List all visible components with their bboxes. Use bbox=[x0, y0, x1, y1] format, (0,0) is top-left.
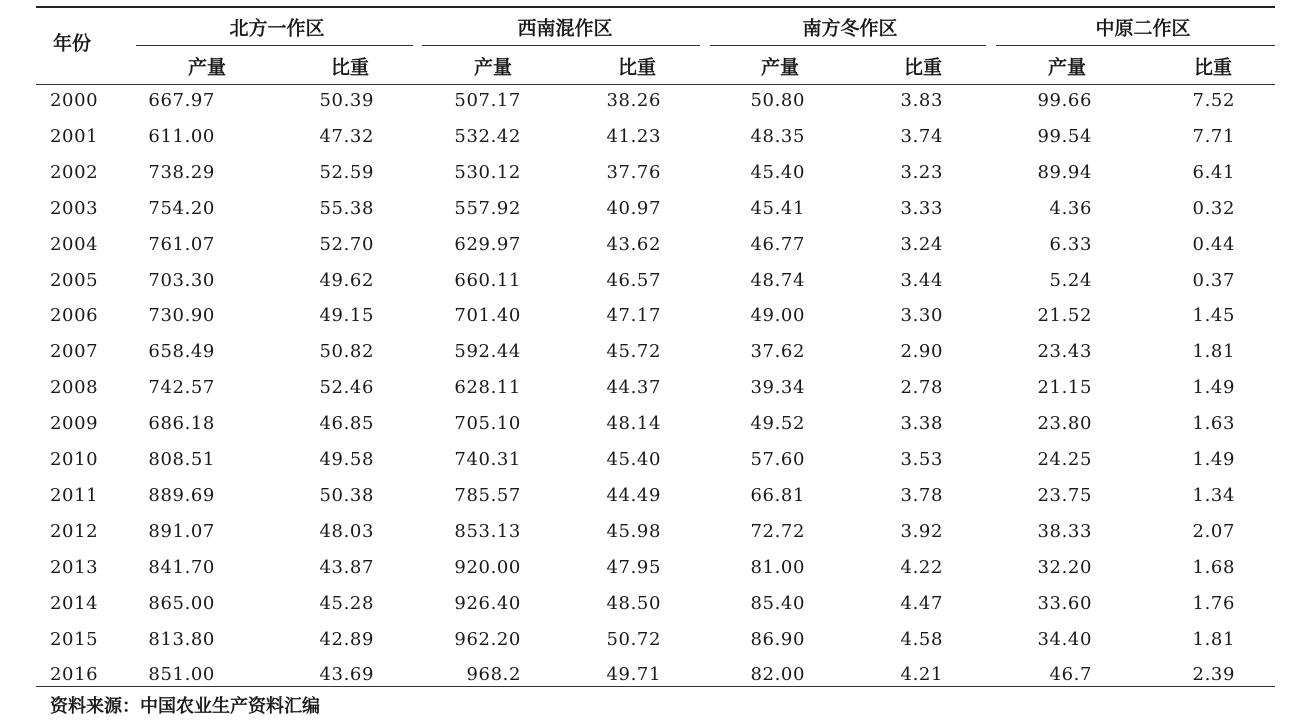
share-cell: 45.72 bbox=[606, 341, 661, 362]
output-cell: 57.60 bbox=[750, 449, 805, 470]
region-underline bbox=[996, 45, 1275, 46]
top-rule bbox=[36, 6, 1275, 8]
output-cell: 34.40 bbox=[1037, 629, 1092, 650]
share-cell: 3.23 bbox=[900, 162, 943, 183]
output-cell: 23.43 bbox=[1037, 341, 1092, 362]
share-cell: 1.68 bbox=[1192, 557, 1235, 578]
share-cell: 50.72 bbox=[606, 629, 661, 650]
share-cell: 37.76 bbox=[606, 162, 661, 183]
year-cell: 2013 bbox=[50, 557, 99, 578]
region-underline bbox=[710, 45, 986, 46]
share-cell: 2.07 bbox=[1192, 521, 1235, 542]
output-cell: 99.66 bbox=[1037, 90, 1092, 111]
year-cell: 2009 bbox=[50, 413, 99, 434]
share-cell: 3.78 bbox=[900, 485, 943, 506]
output-cell: 557.92 bbox=[454, 198, 521, 219]
output-cell: 808.51 bbox=[148, 449, 215, 470]
output-cell: 530.12 bbox=[454, 162, 521, 183]
share-cell: 52.59 bbox=[319, 162, 374, 183]
share-cell: 45.98 bbox=[606, 521, 661, 542]
share-cell: 1.45 bbox=[1192, 305, 1235, 326]
year-cell: 2015 bbox=[50, 629, 99, 650]
output-cell: 37.62 bbox=[750, 341, 805, 362]
share-cell: 3.24 bbox=[900, 234, 943, 255]
output-cell: 33.60 bbox=[1037, 593, 1092, 614]
share-cell: 2.78 bbox=[900, 377, 943, 398]
subheader-share: 比重 bbox=[617, 56, 657, 79]
year-cell: 2011 bbox=[50, 485, 99, 506]
share-cell: 41.23 bbox=[606, 126, 661, 147]
output-cell: 891.07 bbox=[148, 521, 215, 542]
output-cell: 86.90 bbox=[750, 629, 805, 650]
output-cell: 46.7 bbox=[1049, 664, 1092, 685]
output-cell: 920.00 bbox=[454, 557, 521, 578]
share-cell: 2.39 bbox=[1192, 664, 1235, 685]
output-cell: 703.30 bbox=[148, 270, 215, 291]
output-cell: 39.34 bbox=[750, 377, 805, 398]
output-cell: 841.70 bbox=[148, 557, 215, 578]
output-cell: 705.10 bbox=[454, 413, 521, 434]
share-cell: 47.95 bbox=[606, 557, 661, 578]
share-cell: 3.83 bbox=[900, 90, 943, 111]
share-cell: 3.33 bbox=[900, 198, 943, 219]
share-cell: 6.41 bbox=[1192, 162, 1235, 183]
output-cell: 851.00 bbox=[148, 664, 215, 685]
bottom-rule bbox=[36, 686, 1275, 687]
output-cell: 24.25 bbox=[1037, 449, 1092, 470]
subheader-share: 比重 bbox=[1193, 56, 1233, 79]
share-cell: 52.70 bbox=[319, 234, 374, 255]
output-cell: 813.80 bbox=[148, 629, 215, 650]
output-cell: 785.57 bbox=[454, 485, 521, 506]
output-cell: 66.81 bbox=[750, 485, 805, 506]
output-cell: 46.77 bbox=[750, 234, 805, 255]
share-cell: 46.57 bbox=[606, 270, 661, 291]
output-cell: 532.42 bbox=[454, 126, 521, 147]
share-cell: 50.39 bbox=[319, 90, 374, 111]
output-cell: 629.97 bbox=[454, 234, 521, 255]
output-cell: 6.33 bbox=[1049, 234, 1092, 255]
share-cell: 49.62 bbox=[319, 270, 374, 291]
share-cell: 0.44 bbox=[1192, 234, 1235, 255]
output-cell: 45.40 bbox=[750, 162, 805, 183]
output-cell: 85.40 bbox=[750, 593, 805, 614]
output-cell: 968.2 bbox=[466, 664, 521, 685]
year-cell: 2006 bbox=[50, 305, 99, 326]
output-cell: 23.75 bbox=[1037, 485, 1092, 506]
output-cell: 82.00 bbox=[750, 664, 805, 685]
output-cell: 853.13 bbox=[454, 521, 521, 542]
year-cell: 2012 bbox=[50, 521, 99, 542]
output-cell: 962.20 bbox=[454, 629, 521, 650]
output-cell: 926.40 bbox=[454, 593, 521, 614]
share-cell: 44.37 bbox=[606, 377, 661, 398]
share-cell: 7.52 bbox=[1192, 90, 1235, 111]
output-cell: 72.72 bbox=[750, 521, 805, 542]
output-cell: 32.20 bbox=[1037, 557, 1092, 578]
share-cell: 4.58 bbox=[900, 629, 943, 650]
output-cell: 49.00 bbox=[750, 305, 805, 326]
output-cell: 865.00 bbox=[148, 593, 215, 614]
share-cell: 2.90 bbox=[900, 341, 943, 362]
subheader-output: 产量 bbox=[1047, 56, 1087, 79]
output-cell: 667.97 bbox=[148, 90, 215, 111]
output-cell: 628.11 bbox=[454, 377, 521, 398]
output-cell: 38.33 bbox=[1037, 521, 1092, 542]
output-cell: 21.52 bbox=[1037, 305, 1092, 326]
year-cell: 2003 bbox=[50, 198, 99, 219]
share-cell: 49.58 bbox=[319, 449, 374, 470]
year-cell: 2010 bbox=[50, 449, 99, 470]
share-cell: 3.74 bbox=[900, 126, 943, 147]
output-cell: 49.52 bbox=[750, 413, 805, 434]
share-cell: 52.46 bbox=[319, 377, 374, 398]
output-cell: 660.11 bbox=[454, 270, 521, 291]
region-header: 南方冬作区 bbox=[802, 17, 898, 40]
output-cell: 89.94 bbox=[1037, 162, 1092, 183]
share-cell: 50.38 bbox=[319, 485, 374, 506]
output-cell: 21.15 bbox=[1037, 377, 1092, 398]
region-header: 西南混作区 bbox=[517, 17, 613, 40]
share-cell: 48.14 bbox=[606, 413, 661, 434]
source-note: 资料来源：中国农业生产资料汇编 bbox=[50, 696, 320, 717]
share-cell: 7.71 bbox=[1192, 126, 1235, 147]
share-cell: 3.92 bbox=[900, 521, 943, 542]
share-cell: 4.47 bbox=[900, 593, 943, 614]
output-cell: 701.40 bbox=[454, 305, 521, 326]
region-header: 中原二作区 bbox=[1095, 17, 1191, 40]
share-cell: 47.32 bbox=[319, 126, 374, 147]
output-cell: 730.90 bbox=[148, 305, 215, 326]
output-cell: 48.74 bbox=[750, 270, 805, 291]
output-cell: 507.17 bbox=[454, 90, 521, 111]
output-cell: 45.41 bbox=[750, 198, 805, 219]
output-cell: 761.07 bbox=[148, 234, 215, 255]
share-cell: 3.53 bbox=[900, 449, 943, 470]
region-underline bbox=[136, 45, 413, 46]
share-cell: 46.85 bbox=[319, 413, 374, 434]
share-cell: 0.32 bbox=[1192, 198, 1235, 219]
share-cell: 47.17 bbox=[606, 305, 661, 326]
share-cell: 43.87 bbox=[319, 557, 374, 578]
year-cell: 2007 bbox=[50, 341, 99, 362]
share-cell: 4.21 bbox=[900, 664, 943, 685]
subheader-share: 比重 bbox=[903, 56, 943, 79]
year-cell: 2008 bbox=[50, 377, 99, 398]
output-cell: 4.36 bbox=[1049, 198, 1092, 219]
year-cell: 2004 bbox=[50, 234, 99, 255]
year-cell: 2014 bbox=[50, 593, 99, 614]
share-cell: 44.49 bbox=[606, 485, 661, 506]
subheader-output: 产量 bbox=[473, 56, 513, 79]
output-cell: 738.29 bbox=[148, 162, 215, 183]
share-cell: 48.03 bbox=[319, 521, 374, 542]
share-cell: 45.40 bbox=[606, 449, 661, 470]
year-cell: 2002 bbox=[50, 162, 99, 183]
header-rule bbox=[36, 84, 1275, 85]
output-cell: 592.44 bbox=[454, 341, 521, 362]
year-cell: 2000 bbox=[50, 90, 99, 111]
subheader-output: 产量 bbox=[760, 56, 800, 79]
share-cell: 4.22 bbox=[900, 557, 943, 578]
output-cell: 5.24 bbox=[1049, 270, 1092, 291]
share-cell: 3.38 bbox=[900, 413, 943, 434]
share-cell: 0.37 bbox=[1192, 270, 1235, 291]
output-cell: 23.80 bbox=[1037, 413, 1092, 434]
output-cell: 611.00 bbox=[148, 126, 215, 147]
year-cell: 2016 bbox=[50, 664, 99, 685]
share-cell: 42.89 bbox=[319, 629, 374, 650]
output-cell: 48.35 bbox=[750, 126, 805, 147]
share-cell: 50.82 bbox=[319, 341, 374, 362]
share-cell: 3.30 bbox=[900, 305, 943, 326]
share-cell: 49.71 bbox=[606, 664, 661, 685]
share-cell: 3.44 bbox=[900, 270, 943, 291]
share-cell: 1.63 bbox=[1192, 413, 1235, 434]
share-cell: 38.26 bbox=[606, 90, 661, 111]
output-cell: 889.69 bbox=[148, 485, 215, 506]
year-cell: 2005 bbox=[50, 270, 99, 291]
share-cell: 49.15 bbox=[319, 305, 374, 326]
output-cell: 742.57 bbox=[148, 377, 215, 398]
output-cell: 658.49 bbox=[148, 341, 215, 362]
share-cell: 1.49 bbox=[1192, 449, 1235, 470]
region-header: 北方一作区 bbox=[229, 17, 325, 40]
year-cell: 2001 bbox=[50, 126, 99, 147]
share-cell: 1.81 bbox=[1192, 629, 1235, 650]
year-header: 年份 bbox=[52, 32, 92, 55]
share-cell: 1.34 bbox=[1192, 485, 1235, 506]
share-cell: 1.49 bbox=[1192, 377, 1235, 398]
share-cell: 1.81 bbox=[1192, 341, 1235, 362]
share-cell: 45.28 bbox=[319, 593, 374, 614]
subheader-share: 比重 bbox=[330, 56, 370, 79]
region-underline bbox=[422, 45, 700, 46]
share-cell: 55.38 bbox=[319, 198, 374, 219]
share-cell: 40.97 bbox=[606, 198, 661, 219]
share-cell: 43.62 bbox=[606, 234, 661, 255]
output-cell: 740.31 bbox=[454, 449, 521, 470]
subheader-output: 产量 bbox=[187, 56, 227, 79]
output-cell: 754.20 bbox=[148, 198, 215, 219]
output-cell: 50.80 bbox=[750, 90, 805, 111]
output-cell: 99.54 bbox=[1037, 126, 1092, 147]
output-cell: 686.18 bbox=[148, 413, 215, 434]
output-cell: 81.00 bbox=[750, 557, 805, 578]
share-cell: 1.76 bbox=[1192, 593, 1235, 614]
share-cell: 43.69 bbox=[319, 664, 374, 685]
share-cell: 48.50 bbox=[606, 593, 661, 614]
